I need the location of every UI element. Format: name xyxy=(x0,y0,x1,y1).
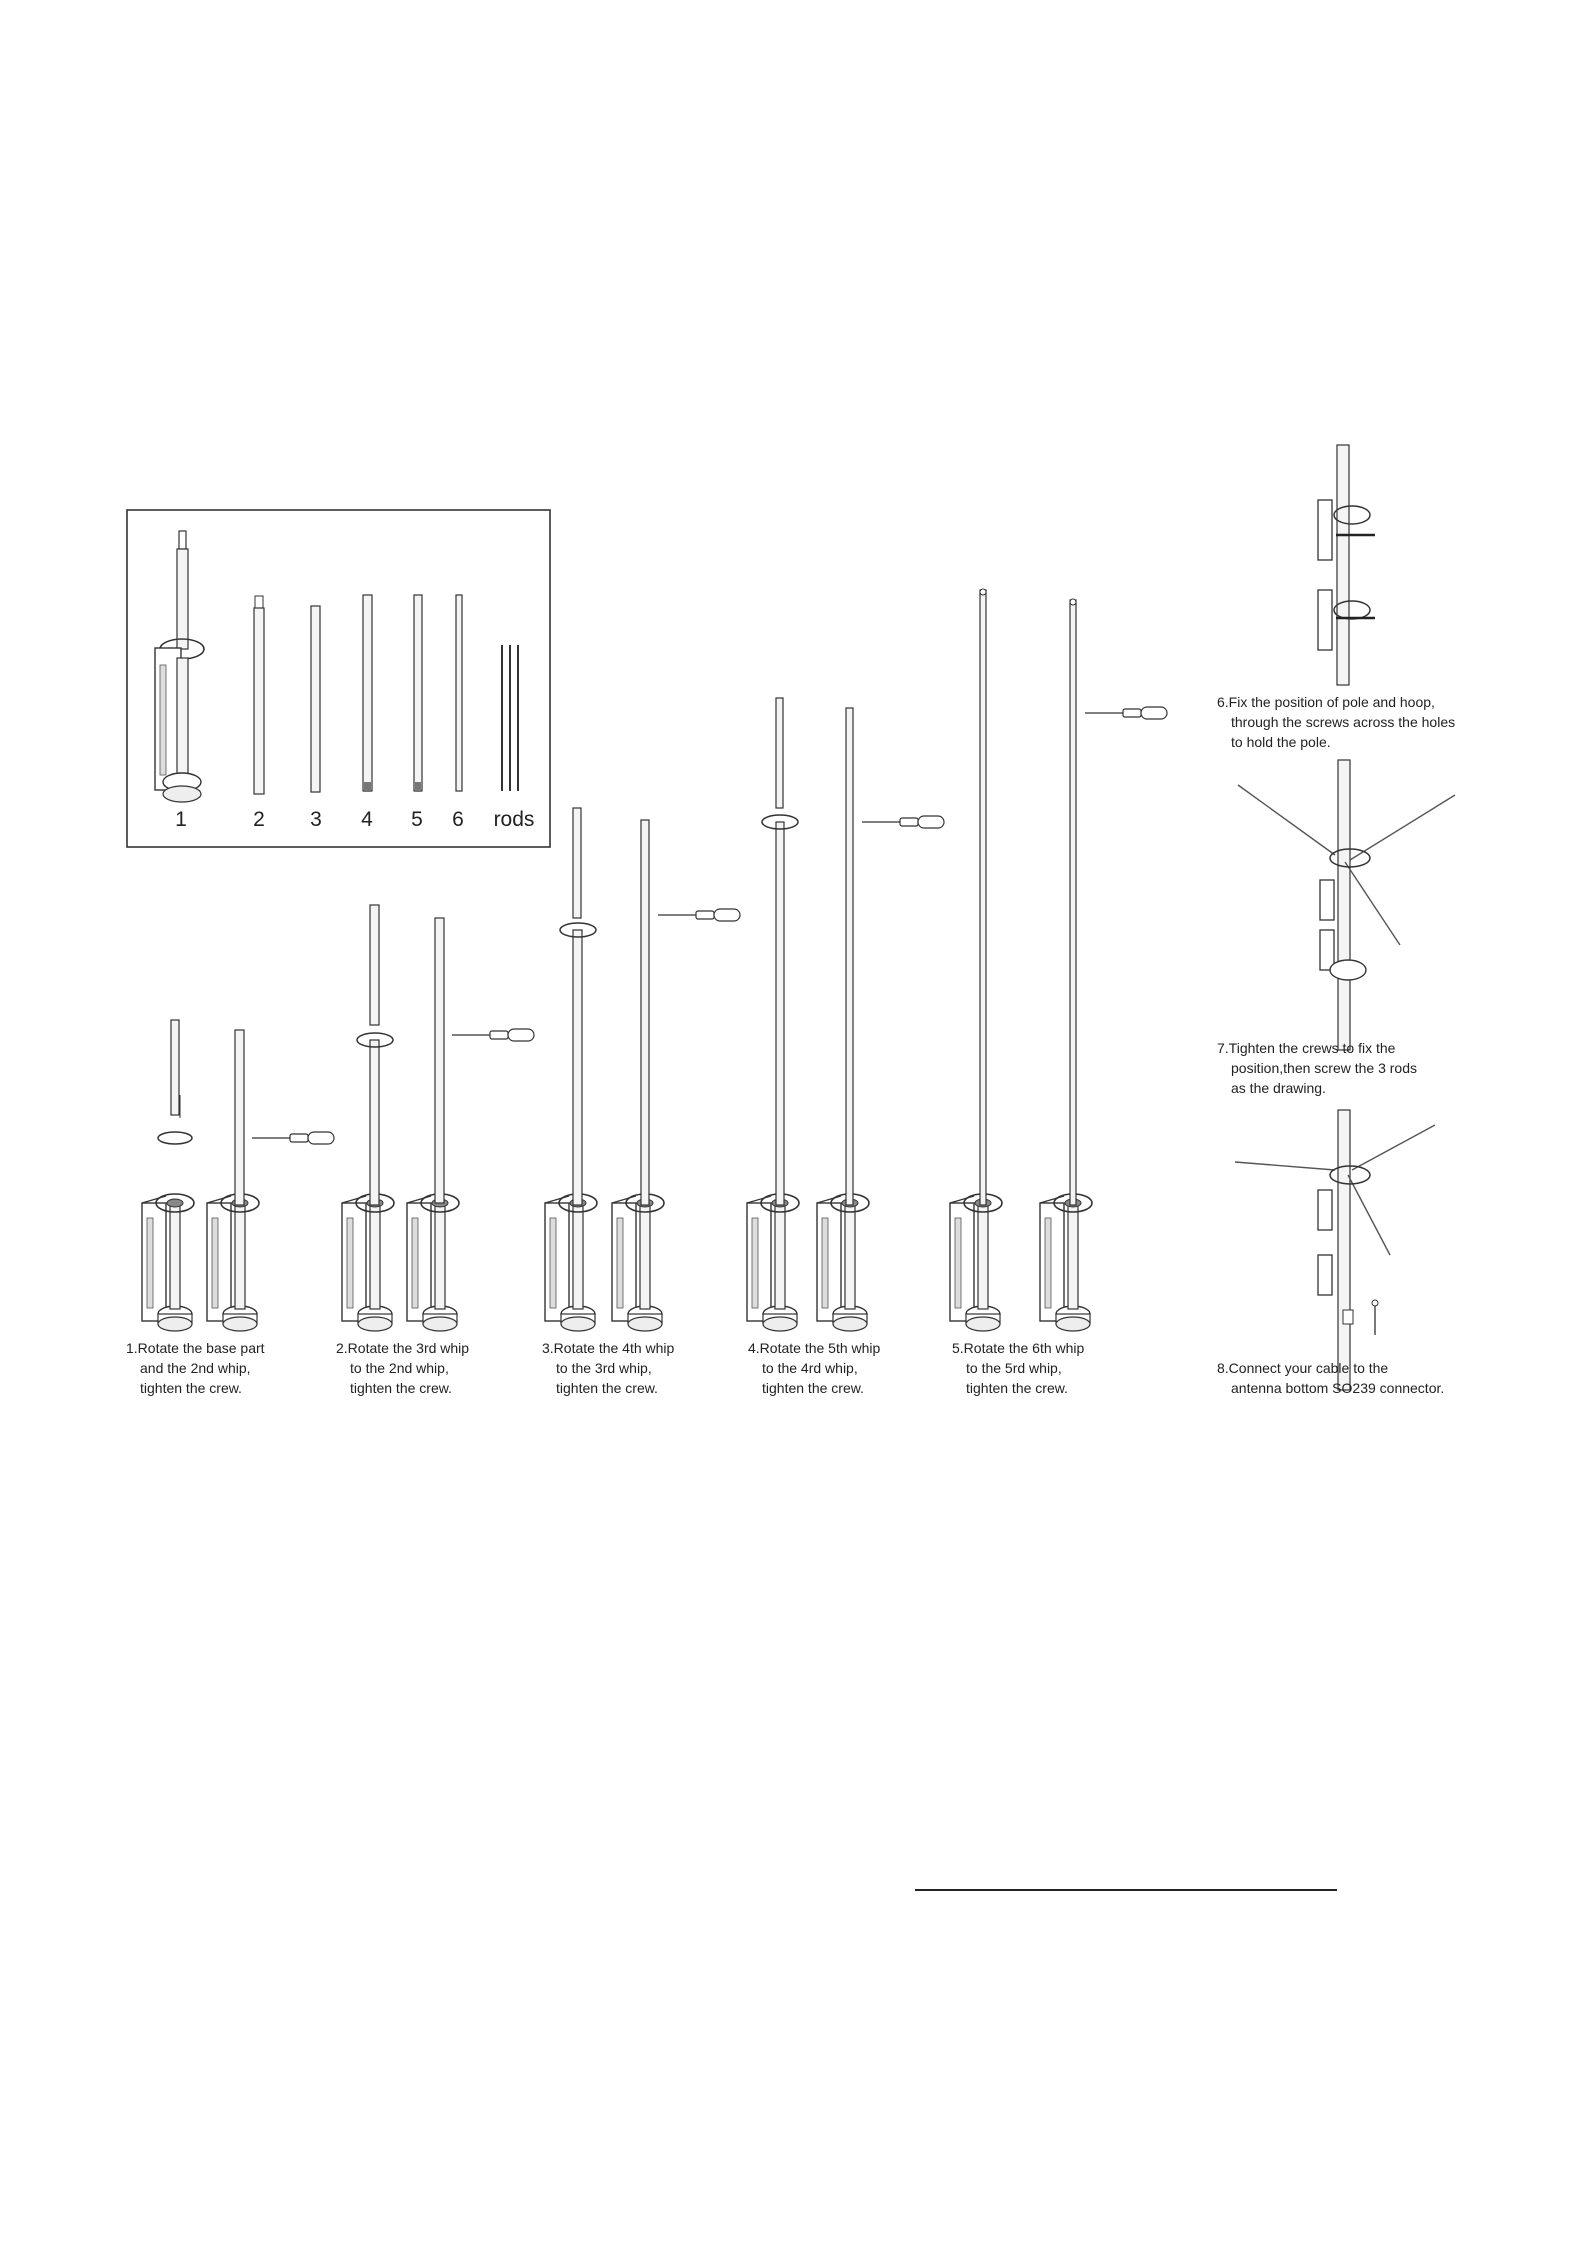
part-2 xyxy=(254,596,264,794)
step-4-figure-b xyxy=(817,708,944,1331)
step-5-figure-a xyxy=(950,589,1002,1331)
part-label-2: 2 xyxy=(253,808,265,831)
step-5-figure-b xyxy=(1040,599,1167,1331)
step-5-caption: 5.Rotate the 6th whip to the 5rd whip, tighten the crew. xyxy=(952,1340,1085,1396)
part-6 xyxy=(456,595,462,791)
part-label-5: 5 xyxy=(411,808,423,831)
step-6-figure xyxy=(1318,445,1375,685)
part-4 xyxy=(363,595,372,792)
part-label-3: 3 xyxy=(310,808,322,831)
step-3-figure-b xyxy=(612,820,740,1331)
signature-line xyxy=(915,1889,1337,1891)
step-2-caption: 2.Rotate the 3rd whip to the 2nd whip, tighten the crew. xyxy=(336,1340,470,1396)
step-2-figure-a xyxy=(342,905,394,1331)
step-8-figure xyxy=(1235,1110,1435,1390)
step-4-figure-a xyxy=(747,698,799,1331)
part-label-rods: rods xyxy=(493,808,535,831)
part-label-1: 1 xyxy=(175,808,187,831)
step-3-figure-a xyxy=(545,808,597,1331)
part-label-4: 4 xyxy=(361,808,373,831)
step-6-caption: 6.Fix the position of pole and hoop, through the screws across the holes to hold the pole. xyxy=(1217,694,1456,750)
step-2-figure-b xyxy=(407,918,534,1331)
step-1-caption: 1.Rotate the base part and the 2nd whip, tighten the crew. xyxy=(126,1340,265,1396)
part-5 xyxy=(414,595,422,792)
step-8-caption: 8.Connect your cable to the antenna bottom SO239 connector. xyxy=(1217,1360,1445,1396)
step-7-figure xyxy=(1238,760,1455,1050)
step-3-caption: 3.Rotate the 4th whip to the 3rd whip, tighten the crew. xyxy=(542,1340,675,1396)
step-1-figure-b xyxy=(207,1030,334,1331)
step-1-figure-a xyxy=(142,1020,194,1331)
step-7-caption: 7.Tighten the crews to fix the position,then screw the 3 rods as the drawing. xyxy=(1217,1040,1417,1096)
step-4-caption: 4.Rotate the 5th whip to the 4rd whip, tighten the crew. xyxy=(748,1340,881,1396)
part-3 xyxy=(311,606,320,792)
part-label-6: 6 xyxy=(452,808,464,831)
